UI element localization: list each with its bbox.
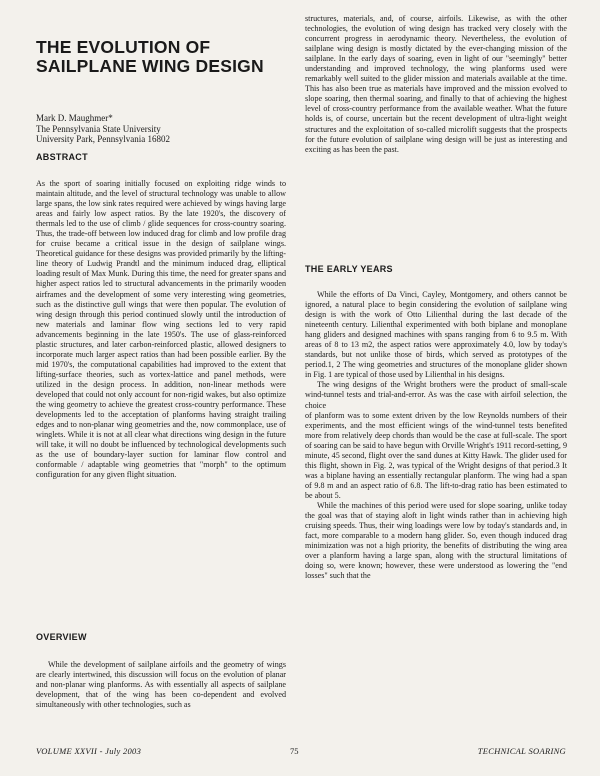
abstract-paragraph: As the sport of soaring initially focused on exploiting ridge winds to maintain altitude, and the level of structural technology was unable to allow large spans, the low sink rates required were achieved by wings having large areas and fairly low aspect ratios. By the late 1920's, the discovery of thermals led to the use of climb / glide sequences for cross-country soaring. Thus, the trade-off between low induced drag for climb and low profile drag for cruise became a critical issue in the design of sailplane wings. Theoretical guidance for these designs was provided primarily by the lifting-line theory of Ludwig Prandtl and the minimum induced drag, elliptical loading result of Max Munk. During this time, the need for greater spans and higher aspect ratios led to structural advancements in the primarily wooden airframes and the development of some very interesting wing geometries, such as the distinctive gull wings that were then popular. The evolution of wing design through this period continued slowly until the introduction of new materials and laminar flow wing sections led to very rapid advancements beginning in the late 1950's. The use of glass-reinforced plastic structures, and later carbon-reinforced plastic, allowed designers to incorporate much larger aspect ratios than had been possible earlier. By the mid 1970's, the computational capabilities had improved to the extent that lifting-surface theories, such as vortex-lattice and panel methods, were utilized in the design process. In addition, non-linear methods were developed that could not only account for non-rigid wakes, but also optimize the wing geometry to achieve the greatest cross-country performance. These developments led to the acceptation of planforms having straight trailing edges and to non-planar wing geometries and the, now commonplace, use of winglets. While it is not at all clear what directions wing design in the future will take, it will no doubt be influenced by technological developments such as the use of boundary-layer suction for laminar flow control and conformable / adaptable wing geometries that "morph" to the optimum configuration for any given flight situation.: [36, 179, 286, 480]
early-years-paragraph-2: The wing designs of the Wright brothers were the product of small-scale wind-tunnel tests and trial-and-error. As was the case with airfoil selection, the choice: [305, 380, 567, 410]
overview-paragraph-left: While the development of sailplane airfoils and the geometry of wings are clearly intertwined, this discussion will focus on the evolution of planar and non-planar wing planforms. As with essentially all aspects of sailplane development, that of the wing has been co-dependent and evolved simultaneously with other technologies, such as: [36, 660, 286, 710]
early-years-paragraph-4: While the machines of this period were used for slope soaring, unlike today the goal was that of staying aloft in light winds rather than in achieving high cruising speeds. Thus, their wing loadings were low by today's standards and, in fact, more comparable to a modern hang glider. So, even though induced drag minimization was not a high priority, the benefits of distributing the wing area over a planform having a large span, along with the structural limitations of doing so, were known; however, these were understood as lowering the "end losses" such that the: [305, 500, 567, 581]
abstract-heading: ABSTRACT: [36, 152, 88, 162]
author-affiliation: The Pennsylvania State University: [36, 123, 161, 134]
page-footer: [36, 746, 566, 758]
footer-page-number: 75: [290, 746, 299, 756]
footer-journal: TECHNICAL SOARING: [477, 746, 566, 756]
title-line-1: THE EVOLUTION OF: [36, 37, 211, 57]
author-name: Mark D. Maughmer*: [36, 113, 113, 123]
title-line-2: SAILPLANE WING DESIGN: [36, 56, 264, 76]
overview-paragraph-right: structures, materials, and, of course, airfoils. Likewise, as with the other technologies, the evolution of wing design has tracked very closely with the concurrent progress in aerodynamic theory. Nevertheless, the evolution of sailplane wing design is mostly dictated by the ever-changing mission of the sailplane. In the early days of soaring, even in light of our "seemingly" better understanding and improved technology, the wing planforms used were remarkably well suited to the glider mission and materials available at the time. This has also been true as materials have improved and the mission evolved to slope soaring, then thermal soaring, and finally to that of achieving the highest level of cross-country performance from the available weather. What the future holds is, of course, uncertain but the recent development of ultra-light weight structures and the exploitation of so-called microlift suggests that the prospects for the future evolution of sailplane wing design will be just as interesting and exciting as has been the past.: [305, 14, 567, 154]
early-years-body: [305, 290, 567, 581]
author-block: [36, 113, 286, 145]
paper-title: [36, 38, 296, 76]
overview-body-right: [305, 14, 567, 155]
abstract-body: [36, 179, 286, 480]
early-years-heading: THE EARLY YEARS: [305, 264, 393, 274]
overview-heading: OVERVIEW: [36, 632, 87, 642]
author-location: University Park, Pennsylvania 16802: [36, 134, 170, 144]
footer-volume: VOLUME XXVII - July 2003: [36, 746, 142, 756]
early-years-paragraph-1: While the efforts of Da Vinci, Cayley, Montgomery, and others cannot be ignored, a natural place to begin considering the evolution of sailplane wing design is with the work of Otto Lilienthal during the last decade of the nineteenth century. Lilienthal experimented with both biplane and monoplane hang gliders and designed machines with spans ranging from 6 to 9.5 m. With areas of 8 to 13 m2, the aspect ratios were approximately 4.0, low by today's standards, but not unlike those of birds, which served as prototypes of the period.1, 2 The wing geometries and structures of the monoplane glider shown in Fig. 1 are typical of those used by Lilienthal in his designs.: [305, 290, 567, 380]
early-years-paragraph-3: of planform was to some extent driven by the low Reynolds numbers of their experiments, and the most efficient wings of the wind-tunnel tests benefited more from relatively deep chords than would be the case at full-scale. The sport of soaring can be said to have begun with Orville Wright's 1911 record-setting, 9 minute, 45 second, flight over the sand dunes at Kitty Hawk. The glider used for this flight, shown in Fig. 2, was typical of the Wright designs of that period.3 It was a biplane having an essentially rectangular planform. The wing had a span of 9.8 m and an aspect ratio of 6.8. The lift-to-drag ratio has been estimated to be about 5.: [305, 410, 567, 500]
overview-body-left: [36, 660, 286, 710]
